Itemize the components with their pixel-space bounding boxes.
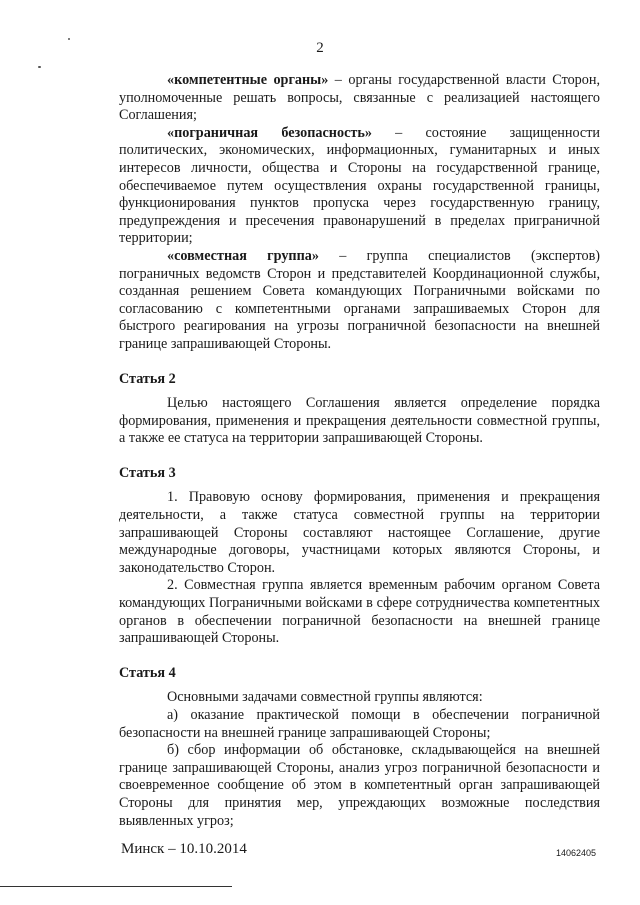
footer-divider	[0, 886, 232, 887]
footer-place-date: Минск – 10.10.2014	[121, 841, 247, 857]
definition-text: – группа специалистов (экспертов) пограничных ведомств Сторон и представителей Координационной службы, созданная решением Совета командующих Пограничными войсками по согласованию с компетентными органами запрашиваемых Сторон для быстрого реагирования на угрозы пограничной безопасности на внешней границе запрашивающей Стороны.	[119, 247, 600, 352]
definition-competent-bodies	[119, 72, 600, 125]
definition-joint-group	[119, 248, 600, 354]
definition-term: «совместная группа»	[167, 247, 319, 264]
scan-speck	[38, 66, 41, 68]
article-3-paragraph-1: 1. Правовую основу формирования, применения и прекращения деятельности, а также статуса совместной группы на территории запрашивающей Стороны составляют настоящее Соглашение, другие международные договоры, участницами которых являются Стороны, и законодательство Сторон.	[119, 489, 600, 576]
article-4-heading: Статья 4	[119, 664, 176, 681]
page-number: 2	[316, 40, 324, 56]
article-2-heading: Статья 2	[119, 370, 176, 387]
definition-term: «компетентные органы»	[167, 72, 329, 88]
article-3-heading: Статья 3	[119, 464, 176, 481]
definition-text: – состояние защищенности политических, экономических, информационных, гуманитарных и иных интересов личности, общества и Стороны на государственной границе, обеспечиваемое путем осуществления охраны государственной границы, функционирования пунктов пропуска через государственную границу, предупреждения и пресечения правонарушений в пределах приграничной территории;	[119, 124, 600, 247]
document-body	[119, 72, 600, 830]
article-4-item-b: б) сбор информации об обстановке, складывающейся на внешней границе запрашивающей Стороны, анализ угроз пограничной безопасности и своевременное сообщение об этом в компетентный орган запрашивающей Стороны для принятия мер, упреждающих возможные последствия выявленных угроз;	[119, 742, 600, 829]
footer-document-code: 14062405	[556, 848, 597, 858]
definition-text: – органы государственной власти Сторон, уполномоченные решать вопросы, связанные с реализацией настоящего Соглашения;	[119, 72, 600, 124]
definition-border-security	[119, 125, 600, 248]
definition-term: «пограничная безопасность»	[167, 124, 372, 141]
article-2-text: Целью настоящего Соглашения является определение порядка формирования, применения и прекращения деятельности совместной группы, а также ее статуса на территории запрашивающей Стороны.	[119, 395, 600, 447]
article-4-item-a: а) оказание практической помощи в обеспечении пограничной безопасности на внешней границе запрашивающей Стороны;	[119, 707, 600, 741]
article-3-paragraph-2: 2. Совместная группа является временным рабочим органом Совета командующих Пограничными войсками в сфере сотрудничества компетентных органов в обеспечении пограничной безопасности на внешней границе запрашивающей Стороны.	[119, 577, 600, 647]
article-4-intro: Основными задачами совместной группы являются:	[167, 689, 483, 706]
